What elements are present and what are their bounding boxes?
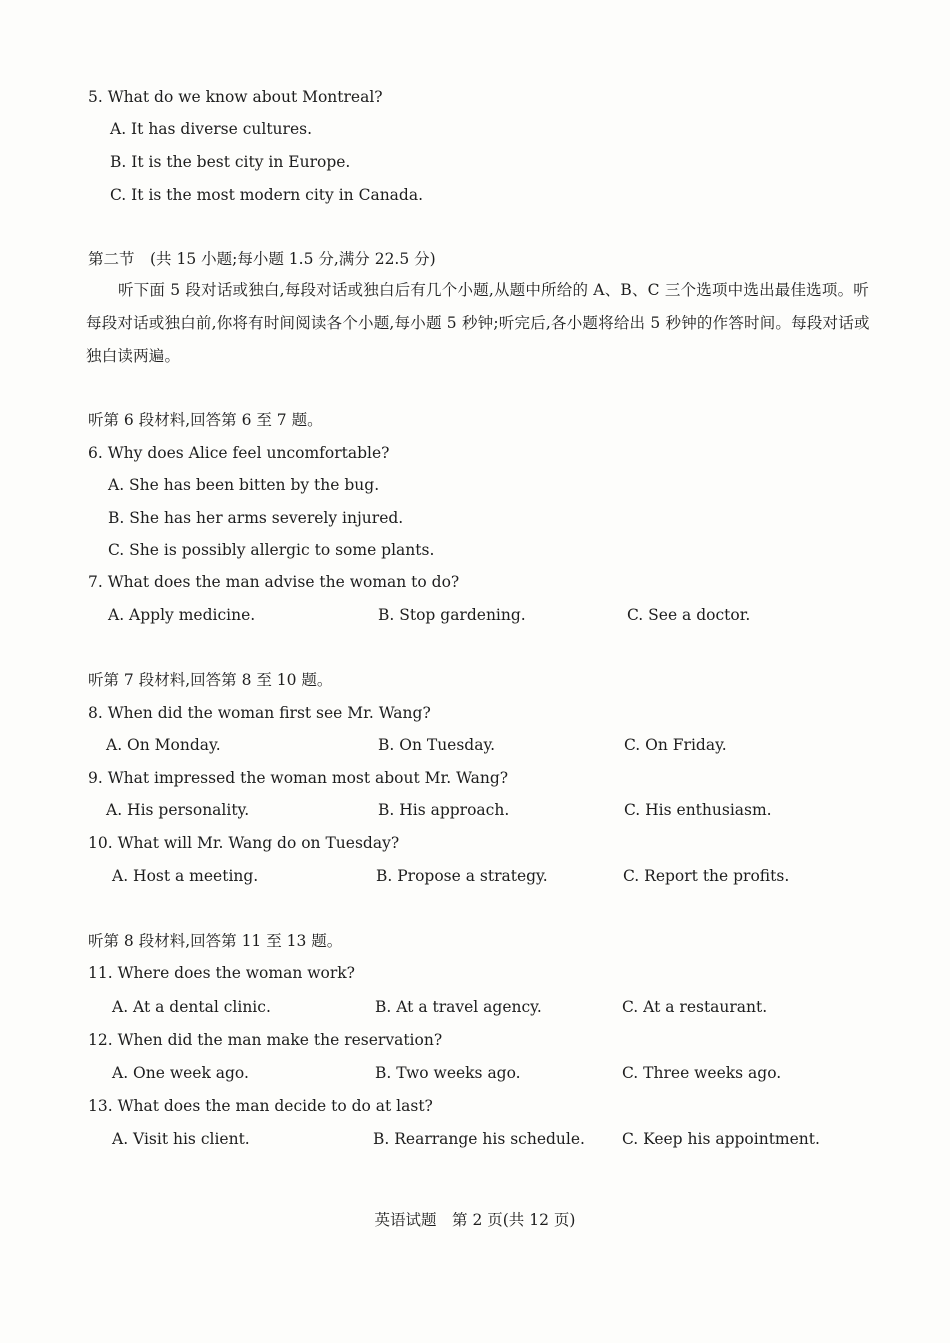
section-2-instructions: 听下面 5 段对话或独白,每段对话或独白后有几个小题,从题中所给的 A、B、C 三个选项中选出最佳选项。听每段对话或独白前,你将有时间阅读各个小题,每小题 5 秒钟;听完后,各小题将给出 5 秒钟的作答时间。每段对话或独白读两遍。 [86,281,870,365]
question-9-option-a: A. His personality. [106,801,250,819]
question-5-option-c: C. It is the most modern city in Canada. [110,186,424,204]
question-13-option-a: A. Visit his client. [112,1130,250,1148]
question-10-option-a: A. Host a meeting. [112,867,259,885]
group-heading-8-10: 听第 7 段材料,回答第 8 至 10 题。 [88,671,333,689]
question-7-option-a: A. Apply medicine. [108,606,256,624]
question-6-stem: 6. Why does Alice feel uncomfortable? [88,444,390,462]
question-8-option-b: B. On Tuesday. [378,736,496,754]
question-6-option-c: C. She is possibly allergic to some plants. [108,541,435,559]
question-12-option-c: C. Three weeks ago. [622,1064,782,1082]
question-13-stem: 13. What does the man decide to do at last? [88,1097,433,1115]
question-9-option-c: C. His enthusiasm. [624,801,772,819]
question-13-option-b: B. Rearrange his schedule. [373,1130,585,1148]
question-8-stem: 8. When did the woman first see Mr. Wang? [88,704,431,722]
question-6-option-a: A. She has been bitten by the bug. [108,476,380,494]
question-6-option-b: B. She has her arms severely injured. [108,509,404,527]
section-2-title: 第二节 (共 15 小题;每小题 1.5 分,满分 22.5 分) [88,250,436,268]
question-11-option-a: A. At a dental clinic. [112,998,271,1016]
question-7-option-c: C. See a doctor. [627,606,751,624]
question-11-option-b: B. At a travel agency. [375,998,542,1016]
question-12-option-a: A. One week ago. [112,1064,249,1082]
question-11-option-c: C. At a restaurant. [622,998,768,1016]
group-heading-11-13: 听第 8 段材料,回答第 11 至 13 题。 [88,932,343,950]
question-8-option-a: A. On Monday. [106,736,221,754]
question-9-option-b: B. His approach. [378,801,510,819]
question-12-option-b: B. Two weeks ago. [375,1064,521,1082]
question-7-option-b: B. Stop gardening. [378,606,526,624]
group-heading-6-7: 听第 6 段材料,回答第 6 至 7 题。 [88,411,323,429]
question-5-stem: 5. What do we know about Montreal? [88,88,383,106]
question-12-stem: 12. When did the man make the reservation? [88,1031,443,1049]
question-11-stem: 11. Where does the woman work? [88,964,355,982]
question-9-stem: 9. What impressed the woman most about Mr. Wang? [88,769,509,787]
question-7-stem: 7. What does the man advise the woman to do? [88,573,460,591]
question-10-option-c: C. Report the profits. [623,867,790,885]
question-5-option-b: B. It is the best city in Europe. [110,153,351,171]
question-5-option-a: A. It has diverse cultures. [110,120,312,138]
question-8-option-c: C. On Friday. [624,736,727,754]
page-footer: 英语试题 第 2 页(共 12 页) [374,1211,576,1229]
question-10-option-b: B. Propose a strategy. [376,867,548,885]
question-10-stem: 10. What will Mr. Wang do on Tuesday? [88,834,400,852]
question-13-option-c: C. Keep his appointment. [622,1130,820,1148]
